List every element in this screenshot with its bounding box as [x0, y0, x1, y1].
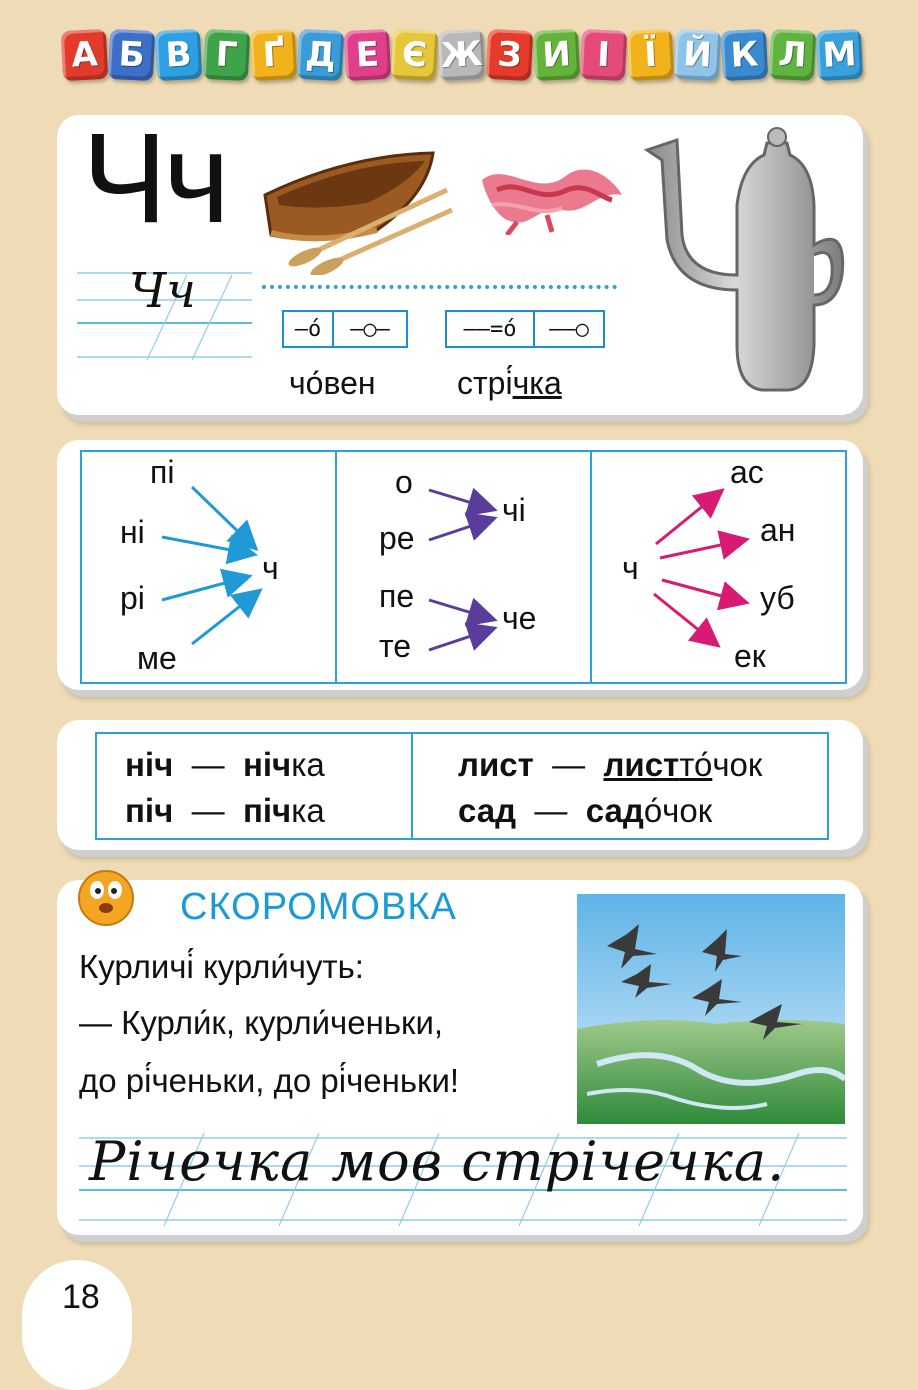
dash: — [191, 792, 225, 829]
word-suffix: чок [712, 746, 763, 783]
word-part-underlined: ка [529, 365, 562, 401]
syllable: че [502, 600, 537, 636]
pair-nich [125, 746, 325, 784]
syllable: ні [120, 514, 145, 550]
alphabet-tile: З [485, 29, 533, 81]
alphabet-tile: Е [344, 29, 392, 81]
pair-lyst [458, 746, 762, 784]
arrows-col3 [592, 452, 846, 682]
syllable-grid [80, 450, 847, 684]
sound-scheme-ribbon [445, 310, 605, 348]
syllable-column-2 [335, 452, 590, 682]
syllable-card [57, 440, 863, 690]
dotted-line [262, 285, 617, 289]
syllable: те [379, 628, 412, 664]
syllable-column-1 [82, 452, 335, 682]
cranes-photo [577, 894, 845, 1124]
alphabet-tile: Ї [627, 29, 675, 81]
letter-ch: ч [622, 550, 639, 586]
tongue-twister-line: — Курли́к, курли́ченьки, [79, 1004, 444, 1041]
word-root: сад [585, 792, 644, 829]
alphabet-tile: А [61, 29, 109, 81]
word-root: лист [603, 746, 680, 783]
big-letter: Чч [82, 107, 226, 250]
dash: — [534, 792, 568, 829]
arrows-col2 [337, 452, 591, 682]
word-suffix: о́чок [643, 792, 713, 829]
syllable: рі [120, 580, 145, 616]
syllable: уб [760, 580, 795, 616]
word-part-underlined: ч [512, 365, 530, 401]
alphabet-tile: Г [202, 29, 250, 81]
syllable: ре [379, 520, 415, 556]
syllable: пі [150, 454, 175, 490]
word: ніч [125, 746, 174, 783]
word-strichka [457, 365, 562, 402]
pair-pich [125, 792, 325, 830]
word-suffix-underlined: то́ [679, 746, 713, 783]
alphabet-tile: Л [768, 29, 816, 81]
word-suffix: ка [291, 746, 325, 783]
word-suffix: ка [291, 792, 325, 829]
syllable: ас [730, 454, 764, 490]
section-title: СКОРОМОВКА [180, 886, 457, 928]
tongue-twister-line: Курличі́ курли́чуть: [79, 948, 364, 985]
alphabet-tile: К [721, 29, 769, 81]
syllable: ек [734, 638, 766, 674]
alphabet-tile: Є [391, 29, 439, 81]
scheme-syllable: ––=ó [463, 316, 517, 342]
jug-letter-illustration [642, 125, 852, 395]
handwriting-sentence: Річечка мов стрічечка. [89, 1130, 786, 1193]
word-pairs-card [57, 720, 863, 850]
pair-sad [458, 792, 712, 830]
alphabet-strip [62, 30, 862, 88]
dash: — [552, 746, 586, 783]
scheme-syllable: –○– [332, 312, 406, 346]
tongue-twister-line: до рі́ченьки, до рі́ченьки! [79, 1062, 460, 1099]
letter-card [57, 107, 863, 415]
word-pairs-left [97, 734, 413, 838]
scheme-syllable: –ó [294, 316, 322, 342]
alphabet-tile: Д [297, 29, 345, 81]
page-number: 18 [62, 1278, 100, 1316]
syllable: ме [137, 640, 177, 676]
syllable: о [395, 464, 413, 500]
syllable: чі [502, 492, 526, 528]
syllable-column-3 [590, 452, 845, 682]
word: лист [458, 746, 534, 783]
alphabet-tile: В [155, 29, 203, 81]
syllable: ан [760, 512, 796, 548]
alphabet-tile: Й [674, 29, 722, 81]
alphabet-tile: Ґ [249, 29, 297, 81]
ribbon-illustration [477, 160, 627, 235]
word-part: стрі́ [457, 365, 513, 401]
boat-illustration [257, 135, 457, 275]
script-letter: Чч [129, 263, 196, 319]
syllable: пе [379, 578, 415, 614]
word-root: ніч [242, 746, 292, 783]
alphabet-tile: И [532, 29, 580, 81]
word-choven: чо́вен [289, 365, 376, 401]
alphabet-tile: Б [108, 29, 156, 81]
letter-ch: ч [262, 550, 279, 586]
arrows-col1 [82, 452, 336, 682]
alphabet-tile: Ж [438, 29, 486, 81]
word-root: піч [242, 792, 292, 829]
word-pairs-right [413, 734, 827, 838]
dash: — [191, 746, 225, 783]
word: піч [125, 792, 174, 829]
alphabet-tile: І [580, 29, 628, 81]
tongue-twister-card [57, 880, 863, 1235]
alphabet-tile: М [815, 29, 863, 81]
word-pairs-table [95, 732, 829, 840]
word: сад [458, 792, 517, 829]
sound-scheme-boat [282, 310, 408, 348]
scheme-syllable: ––○ [533, 312, 603, 346]
mascot-icon [71, 860, 141, 930]
